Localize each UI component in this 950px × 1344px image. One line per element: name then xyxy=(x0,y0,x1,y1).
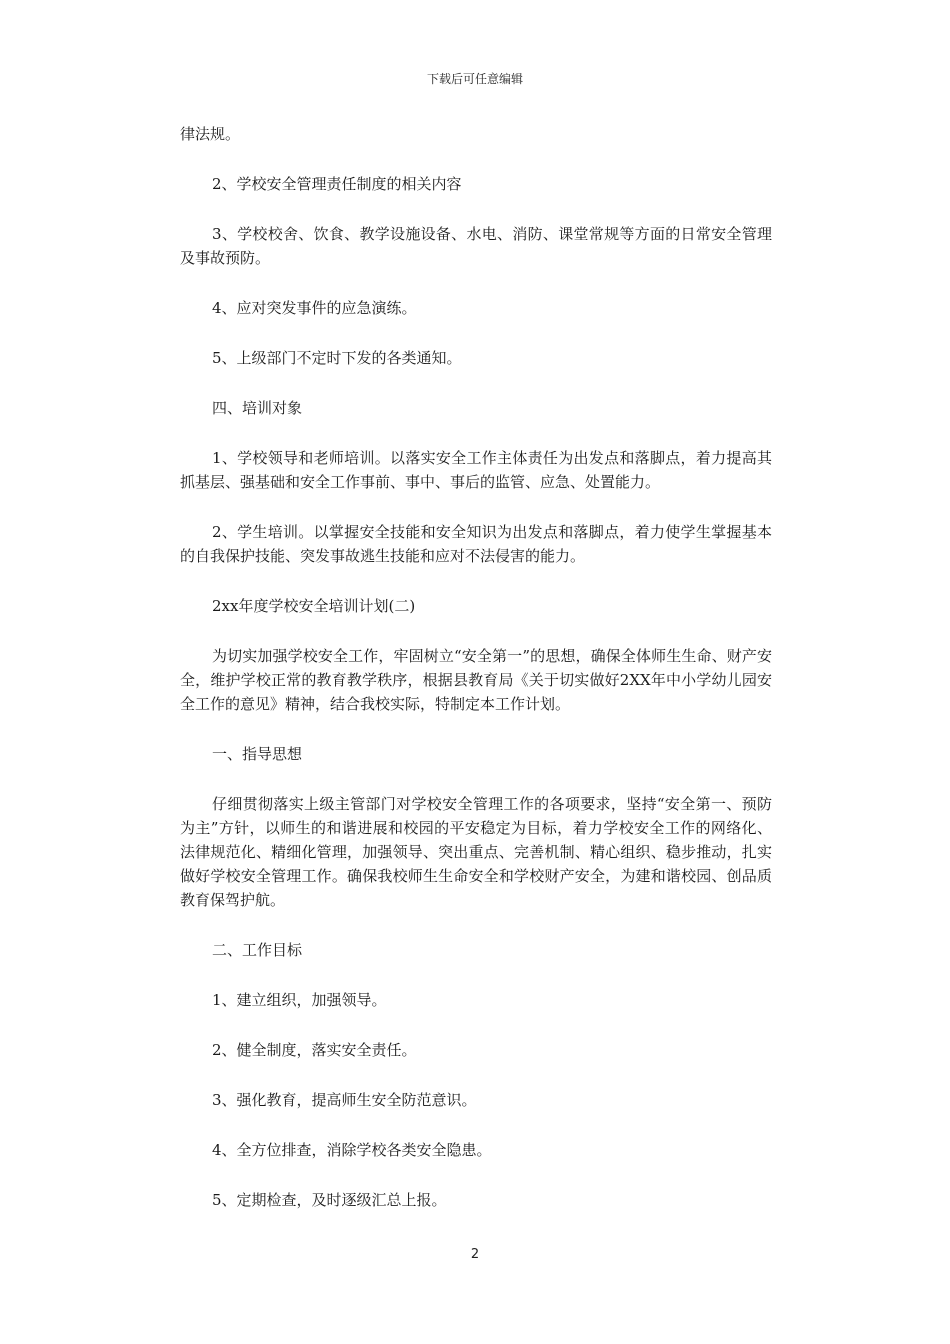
paragraph: 律法规。 xyxy=(180,125,241,143)
paragraph: 为切实加强学校安全工作，牢固树立“安全第一”的思想，确保全体师生生命、财产安全，维护学校正常的教育教学秩序，根据县教育局《关于切实做好2XX年中小学幼儿园安全工作的意见》精神，结合我校实际，特制定本工作计划。 xyxy=(180,647,772,713)
page-header-note: 下载后可任意编辑 xyxy=(426,72,523,86)
paragraph: 3、学校校舍、饮食、教学设施设备、水电、消防、课堂常规等方面的日常安全管理及事故预防。 xyxy=(180,225,772,267)
section-heading: 二、工作目标 xyxy=(212,941,303,959)
document-body xyxy=(180,122,772,1238)
paragraph: 2、学生培训。以掌握安全技能和安全知识为出发点和落脚点，着力使学生掌握基本的自我保护技能、突发事故逃生技能和应对不法侵害的能力。 xyxy=(180,523,772,565)
paragraph: 1、建立组织，加强领导。 xyxy=(212,991,387,1009)
paragraph: 5、上级部门不定时下发的各类通知。 xyxy=(212,349,462,367)
paragraph: 5、定期检查，及时逐级汇总上报。 xyxy=(212,1191,447,1209)
paragraph: 1、学校领导和老师培训。以落实安全工作主体责任为出发点和落脚点，着力提高其抓基层、强基础和安全工作事前、事中、事后的监管、应急、处置能力。 xyxy=(180,449,772,491)
document-subtitle: 2xx年度学校安全培训计划(二) xyxy=(212,597,416,615)
section-heading: 一、指导思想 xyxy=(212,745,303,763)
paragraph: 4、全方位排查，消除学校各类安全隐患。 xyxy=(212,1141,492,1159)
paragraph: 3、强化教育，提高师生安全防范意识。 xyxy=(212,1091,477,1109)
paragraph: 仔细贯彻落实上级主管部门对学校安全管理工作的各项要求，坚持“安全第一、预防为主”方针，以师生的和谐进展和校园的平安稳定为目标，着力学校安全工作的网络化、法律规范化、精细化管理，加强领导、突出重点、完善机制、精心组织、稳步推动，扎实做好学校安全管理工作。确保我校师生生命安全和学校财产安全，为建和谐校园、创品质教育保驾护航。 xyxy=(180,795,772,909)
section-heading: 四、培训对象 xyxy=(212,399,303,417)
page-number: 2 xyxy=(470,1247,480,1262)
paragraph: 2、学校安全管理责任制度的相关内容 xyxy=(212,175,462,193)
paragraph: 4、应对突发事件的应急演练。 xyxy=(212,299,417,317)
paragraph: 2、健全制度，落实安全责任。 xyxy=(212,1041,417,1059)
